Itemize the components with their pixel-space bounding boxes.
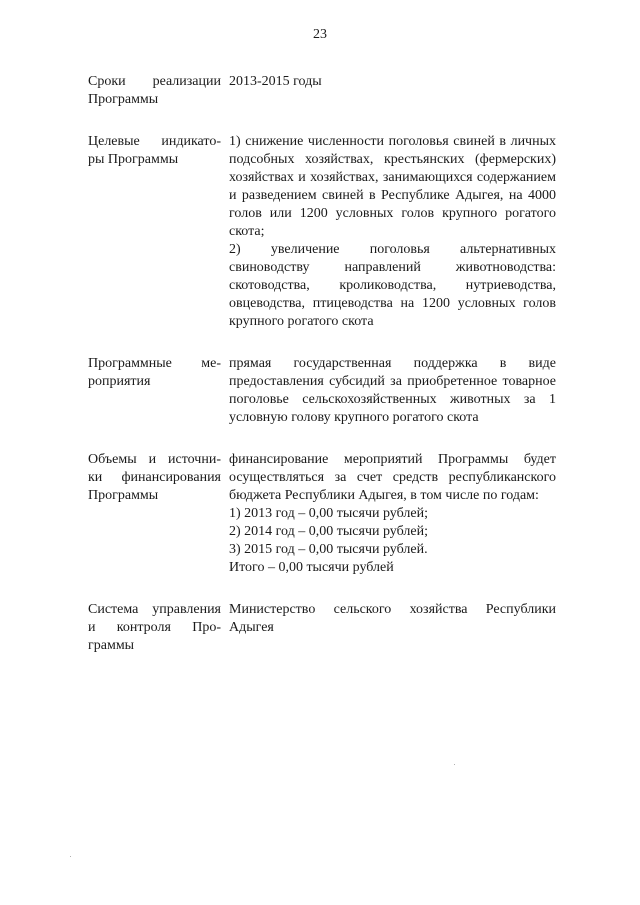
label-line: Объемы и источни-: [88, 452, 221, 467]
value-paragraph: 2013-2015 годы: [229, 74, 322, 89]
scan-speck: [454, 764, 455, 765]
row-value: [229, 133, 556, 331]
value-paragraph: финансирование мероприятий Программы будет осуществляться за счет средств республиканского бюджета Республики Адыгея, в том числе по годам:: [229, 452, 556, 503]
scan-speck: [70, 856, 71, 857]
row-funding-sources: [88, 451, 558, 577]
row-implementation-period: [88, 73, 558, 109]
row-label: [88, 73, 221, 109]
program-passport-table: [88, 73, 558, 679]
value-paragraph: прямая государственная поддержка в виде предоставления субсидий за приобретенное товарное поголовье сельскохозяйственных животных за 1 условную голову крупного рогатого скота: [229, 356, 556, 425]
row-label: [88, 601, 221, 655]
label-line: Программы: [88, 488, 159, 503]
label-line: Сроки реализации: [88, 74, 221, 89]
label-line: ры Программы: [88, 152, 179, 167]
label-line: граммы: [88, 638, 135, 653]
value-paragraph: 1) 2013 год – 0,00 тысячи рублей;: [229, 506, 428, 521]
value-paragraph: 2) 2014 год – 0,00 тысячи рублей;: [229, 524, 428, 539]
label-line: Программы: [88, 92, 159, 107]
label-line: Программные ме-: [88, 356, 221, 371]
value-paragraph: Итого – 0,00 тысячи рублей: [229, 560, 394, 575]
row-management-control: [88, 601, 558, 655]
row-target-indicators: [88, 133, 558, 331]
row-value: [229, 601, 556, 655]
row-program-activities: [88, 355, 558, 427]
row-value: [229, 73, 556, 109]
value-paragraph: 3) 2015 год – 0,00 тысячи рублей.: [229, 542, 428, 557]
row-value: [229, 451, 556, 577]
row-label: [88, 133, 221, 331]
label-line: роприятия: [88, 374, 151, 389]
row-value: [229, 355, 556, 427]
label-line: ки финансирования: [88, 470, 221, 485]
label-line: Целевые индикато-: [88, 134, 221, 149]
value-paragraph: Министерство сельского хозяйства Республики Адыгея: [229, 602, 556, 635]
label-line: и контроля Про-: [88, 620, 221, 635]
page-number: 23: [313, 27, 327, 42]
row-label: [88, 355, 221, 427]
label-line: Система управления: [88, 602, 221, 617]
row-label: [88, 451, 221, 577]
value-paragraph: 2) увеличение поголовья альтернативных свиноводству направлений животноводства: скотоводства, кролиководства, нутриеводства, овцеводства, птицеводства на 1200 условных голов крупного рогатого скота: [229, 242, 556, 329]
value-paragraph: 1) снижение численности поголовья свиней в личных подсобных хозяйствах, крестьянских (фермерских) хозяйствах и хозяйствах, занимающихся содержанием и разведением свиней в Республике Адыгея, на 4000 голов или 1200 условных голов крупного рогатого скота;: [229, 134, 556, 239]
